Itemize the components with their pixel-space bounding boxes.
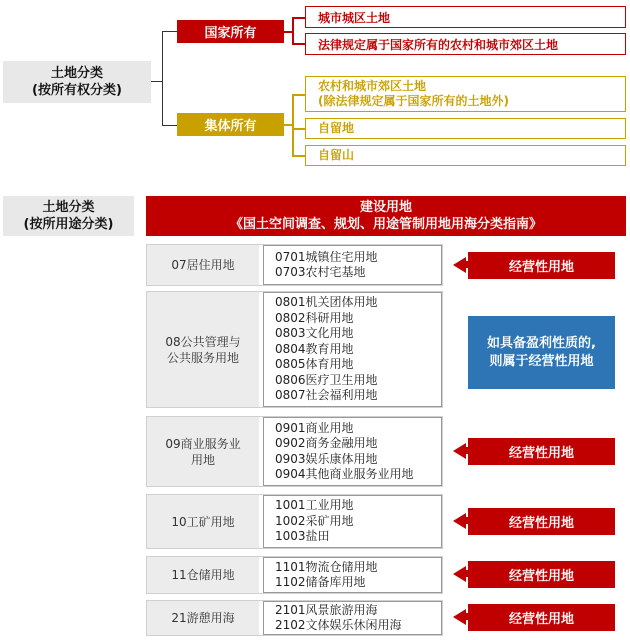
category-item: 0802科研用地 (275, 310, 354, 325)
category-item: 0805体育用地 (275, 357, 354, 372)
profit-note-line1: 如具备盈利性质的, (487, 335, 596, 351)
collective-item-box (305, 145, 626, 166)
category-name-line1: 11仓储用地 (171, 568, 235, 582)
category-items (263, 601, 442, 635)
category-item: 1001工业用地 (275, 498, 354, 513)
category-item: 0804教育用地 (275, 341, 354, 356)
usage-root-subtitle: (按所用途分类) (23, 217, 114, 232)
category-item: 0701城镇住宅用地 (275, 249, 378, 264)
category-name-line1: 10工矿用地 (171, 514, 235, 529)
connector-to-state (162, 31, 177, 32)
usage-root-title: 土地分类 (42, 200, 95, 215)
state-item-label: 城市城区土地 (318, 10, 391, 25)
ownership-root-subtitle: (按所有权分类) (32, 83, 122, 98)
state-item-box (305, 6, 626, 28)
category-name (147, 601, 259, 635)
category-row-11 (146, 556, 443, 594)
construction-land-header (146, 196, 626, 236)
category-item: 0703农村宅基地 (275, 265, 366, 279)
operating-land-badge (468, 438, 615, 465)
collective-connector-v (292, 94, 294, 156)
collective-connector-2 (292, 128, 305, 130)
connector-to-collective (162, 125, 177, 126)
collective-connector-3 (292, 155, 305, 157)
category-name-line2: 公共服务用地 (166, 350, 239, 365)
category-item: 0903娱乐康体用地 (275, 451, 378, 466)
construction-land-subtitle: 《国土空间调查、规划、用途管制用地用海分类指南》 (229, 217, 542, 232)
collective-item-label: 农村和城市郊区土地 (318, 79, 427, 93)
category-item: 1003盐田 (275, 529, 330, 544)
category-item: 2101风景旅游用海 (275, 602, 378, 617)
state-connector-v (292, 17, 294, 44)
connector-vertical (162, 31, 163, 126)
collective-item-label: 自留山 (318, 148, 355, 162)
category-name-line1: 09商业服务业 (165, 436, 241, 451)
category-items (263, 495, 442, 548)
state-item-box (305, 33, 626, 55)
profit-note-box (468, 316, 615, 389)
collective-owned-label: 集体所有 (204, 119, 257, 134)
operating-land-badge (468, 508, 615, 535)
category-item: 0904其他商业服务业用地 (275, 467, 414, 481)
category-item: 1101物流仓储用地 (275, 559, 378, 574)
operating-land-label: 经营性用地 (508, 260, 574, 275)
category-name-line2: 用地 (190, 452, 215, 467)
category-items (263, 292, 442, 407)
profit-note-line2: 则属于经营性用地 (489, 353, 594, 369)
operating-land-badge (468, 252, 615, 279)
collective-connector-1 (292, 94, 305, 96)
operating-land-badge (468, 604, 615, 631)
category-name (147, 495, 259, 548)
ownership-root-box (3, 61, 151, 103)
category-item: 2102文体娱乐休闲用海 (275, 618, 402, 632)
category-items (263, 417, 442, 486)
category-item: 0803文化用地 (275, 326, 354, 341)
category-name-line1: 21游憩用海 (171, 611, 235, 625)
category-row-09 (146, 416, 443, 487)
collective-item-box (305, 118, 626, 139)
category-item: 0806医疗卫生用地 (275, 372, 378, 387)
category-name (147, 292, 259, 407)
category-name (147, 417, 259, 486)
ownership-root-title: 土地分类 (50, 66, 103, 81)
category-item: 0902商务金融用地 (275, 436, 378, 450)
state-owned-label: 国家所有 (204, 26, 257, 41)
category-item: 1102储备库用地 (275, 575, 366, 589)
collective-item-box (305, 76, 626, 112)
category-row-07 (146, 244, 443, 286)
construction-land-title: 建设用地 (359, 200, 412, 215)
collective-owned-box (177, 113, 284, 136)
state-connector-2 (292, 43, 305, 45)
state-owned-box (177, 20, 284, 43)
operating-land-label: 经营性用地 (508, 446, 574, 461)
operating-land-label: 经营性用地 (508, 516, 574, 531)
state-item-label: 法律规定属于国家所有的农村和城市郊区土地 (318, 37, 559, 52)
collective-item-note: (除法律规定属于国家所有的土地外) (318, 94, 509, 108)
operating-land-badge (468, 561, 615, 588)
category-items (263, 557, 442, 593)
category-row-10 (146, 494, 443, 549)
category-name-line1: 08公共管理与 (165, 334, 241, 349)
category-name-line1: 07居住用地 (171, 258, 235, 272)
category-name (147, 557, 259, 593)
state-connector-1 (292, 17, 305, 19)
category-items (263, 245, 442, 285)
category-item: 0807社会福利用地 (275, 388, 378, 403)
collective-item-label: 自留地 (318, 121, 355, 135)
usage-root-box (3, 196, 134, 236)
operating-land-label: 经营性用地 (508, 569, 574, 584)
category-row-08 (146, 291, 443, 408)
category-name (147, 245, 259, 285)
category-item: 0801机关团体用地 (275, 295, 378, 310)
category-item: 0901商业用地 (275, 420, 354, 435)
category-row-21 (146, 600, 443, 636)
category-item: 1002采矿用地 (275, 513, 354, 528)
operating-land-label: 经营性用地 (508, 612, 574, 627)
